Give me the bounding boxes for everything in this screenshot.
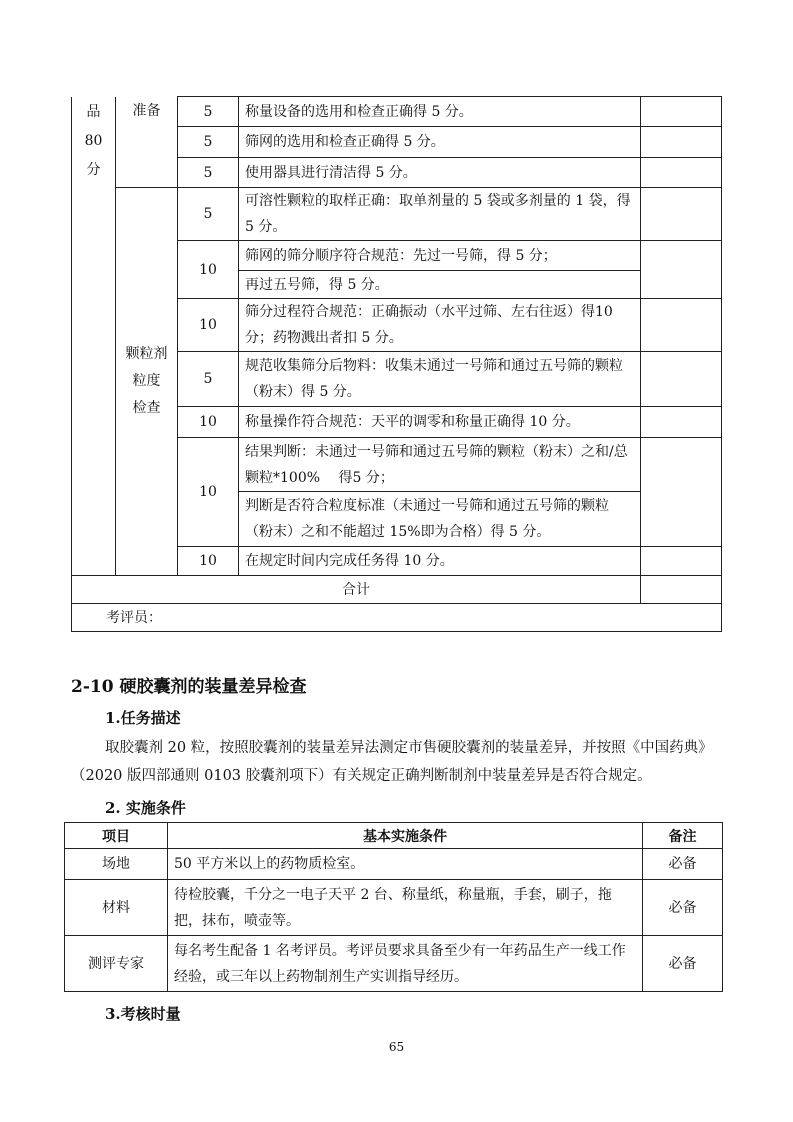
conditions-heading: 2. 实施条件	[105, 799, 186, 817]
category-text: 品	[86, 103, 101, 120]
category-text: 80	[84, 132, 103, 149]
time-heading: 3.考核时量	[105, 1005, 181, 1023]
category-cell	[72, 97, 116, 576]
condition-remark: 必备	[643, 936, 723, 992]
score-cell: 5	[178, 158, 239, 188]
section-prep: 准备	[116, 97, 178, 188]
header-conditions: 基本实施条件	[168, 823, 643, 849]
condition-detail: 待检胶囊，千分之一电子天平 2 台、称量纸，称量瓶，手套，刷子，拖把，抹布，喷壶等。	[168, 880, 643, 936]
grade-cell[interactable]	[641, 241, 722, 299]
score-cell: 5	[178, 97, 239, 127]
condition-item: 场地	[65, 849, 168, 880]
category-text: 分	[86, 161, 101, 178]
criteria-cell: 规范收集筛分后物料：收集未通过一号筛和通过五号筛的颗粒（粉末）得 5 分。	[239, 352, 641, 407]
grade-cell[interactable]	[641, 438, 722, 547]
criteria-cell: 称量设备的选用和检查正确得 5 分。	[239, 97, 641, 127]
criteria-cell: 使用器具进行清洁得 5 分。	[239, 158, 641, 188]
score-cell: 10	[178, 438, 239, 547]
criteria-cell: 称量操作符合规范：天平的调零和称量正确得 10 分。	[239, 407, 641, 438]
grade-cell[interactable]	[641, 158, 722, 188]
page-number: 65	[388, 1040, 405, 1054]
task-description: 取胶囊剂 20 粒，按照胶囊剂的装量差异法测定市售硬胶囊剂的装量差异，并按照《中国药典》（2020 版四部通则 0103 胶囊剂项下）有关规定正确判断制剂中装量差异是否符合规定。	[71, 740, 713, 784]
total-label: 合计	[72, 576, 641, 604]
criteria-cell: 再过五号筛，得 5 分。	[239, 271, 641, 299]
grade-cell[interactable]	[641, 299, 722, 352]
score-cell: 5	[178, 188, 239, 241]
score-cell: 10	[178, 241, 239, 299]
section-text: 粒度	[132, 373, 161, 389]
grade-cell[interactable]	[641, 547, 722, 576]
score-cell: 5	[178, 352, 239, 407]
section-text: 检查	[132, 400, 161, 416]
grade-cell[interactable]	[641, 407, 722, 438]
criteria-cell: 筛分过程符合规范：正确振动（水平过筛、左右往返）得10分；药物溅出者扣 5 分。	[239, 299, 641, 352]
criteria-cell: 筛网的选用和检查正确得 5 分。	[239, 127, 641, 158]
section-title: 2-10 硬胶囊剂的装量差异检查	[71, 677, 307, 697]
score-cell: 10	[178, 547, 239, 576]
score-cell: 5	[178, 127, 239, 158]
total-grade-cell[interactable]	[641, 576, 722, 604]
score-cell: 10	[178, 299, 239, 352]
condition-detail: 50 平方米以上的药物质检室。	[168, 849, 643, 880]
score-cell: 10	[178, 407, 239, 438]
conditions-table	[64, 822, 723, 992]
grade-cell[interactable]	[641, 97, 722, 127]
section-text: 颗粒剂	[125, 346, 168, 362]
grade-cell[interactable]	[641, 188, 722, 241]
section-granule-check	[116, 188, 178, 576]
header-item: 项目	[65, 823, 168, 849]
criteria-cell: 在规定时间内完成任务得 10 分。	[239, 547, 641, 576]
criteria-cell: 可溶性颗粒的取样正确：取单剂量的 5 袋或多剂量的 1 袋，得 5 分。	[239, 188, 641, 241]
condition-remark: 必备	[643, 880, 723, 936]
grade-cell[interactable]	[641, 127, 722, 158]
grade-cell[interactable]	[641, 352, 722, 407]
score-table	[71, 96, 722, 632]
criteria-cell: 筛网的筛分顺序符合规范：先过一号筛，得 5 分；	[239, 241, 641, 271]
examiner-label: 考评员：	[72, 604, 722, 632]
condition-detail: 每名考生配备 1 名考评员。考评员要求具备至少有一年药品生产一线工作经验，或三年以上药物制剂生产实训指导经历。	[168, 936, 643, 992]
criteria-cell: 结果判断：未通过一号筛和通过五号筛的颗粒（粉末）之和/总颗粒*100% 得5 分；	[239, 438, 641, 492]
condition-item: 测评专家	[65, 936, 168, 992]
task-heading: 1.任务描述	[105, 709, 181, 727]
condition-item: 材料	[65, 880, 168, 936]
criteria-cell: 判断是否符合粒度标准（未通过一号筛和通过五号筛的颗粒（粉末）之和不能超过 15%即为合格）得 5 分。	[239, 492, 641, 547]
condition-remark: 必备	[643, 849, 723, 880]
header-remarks: 备注	[643, 823, 723, 849]
